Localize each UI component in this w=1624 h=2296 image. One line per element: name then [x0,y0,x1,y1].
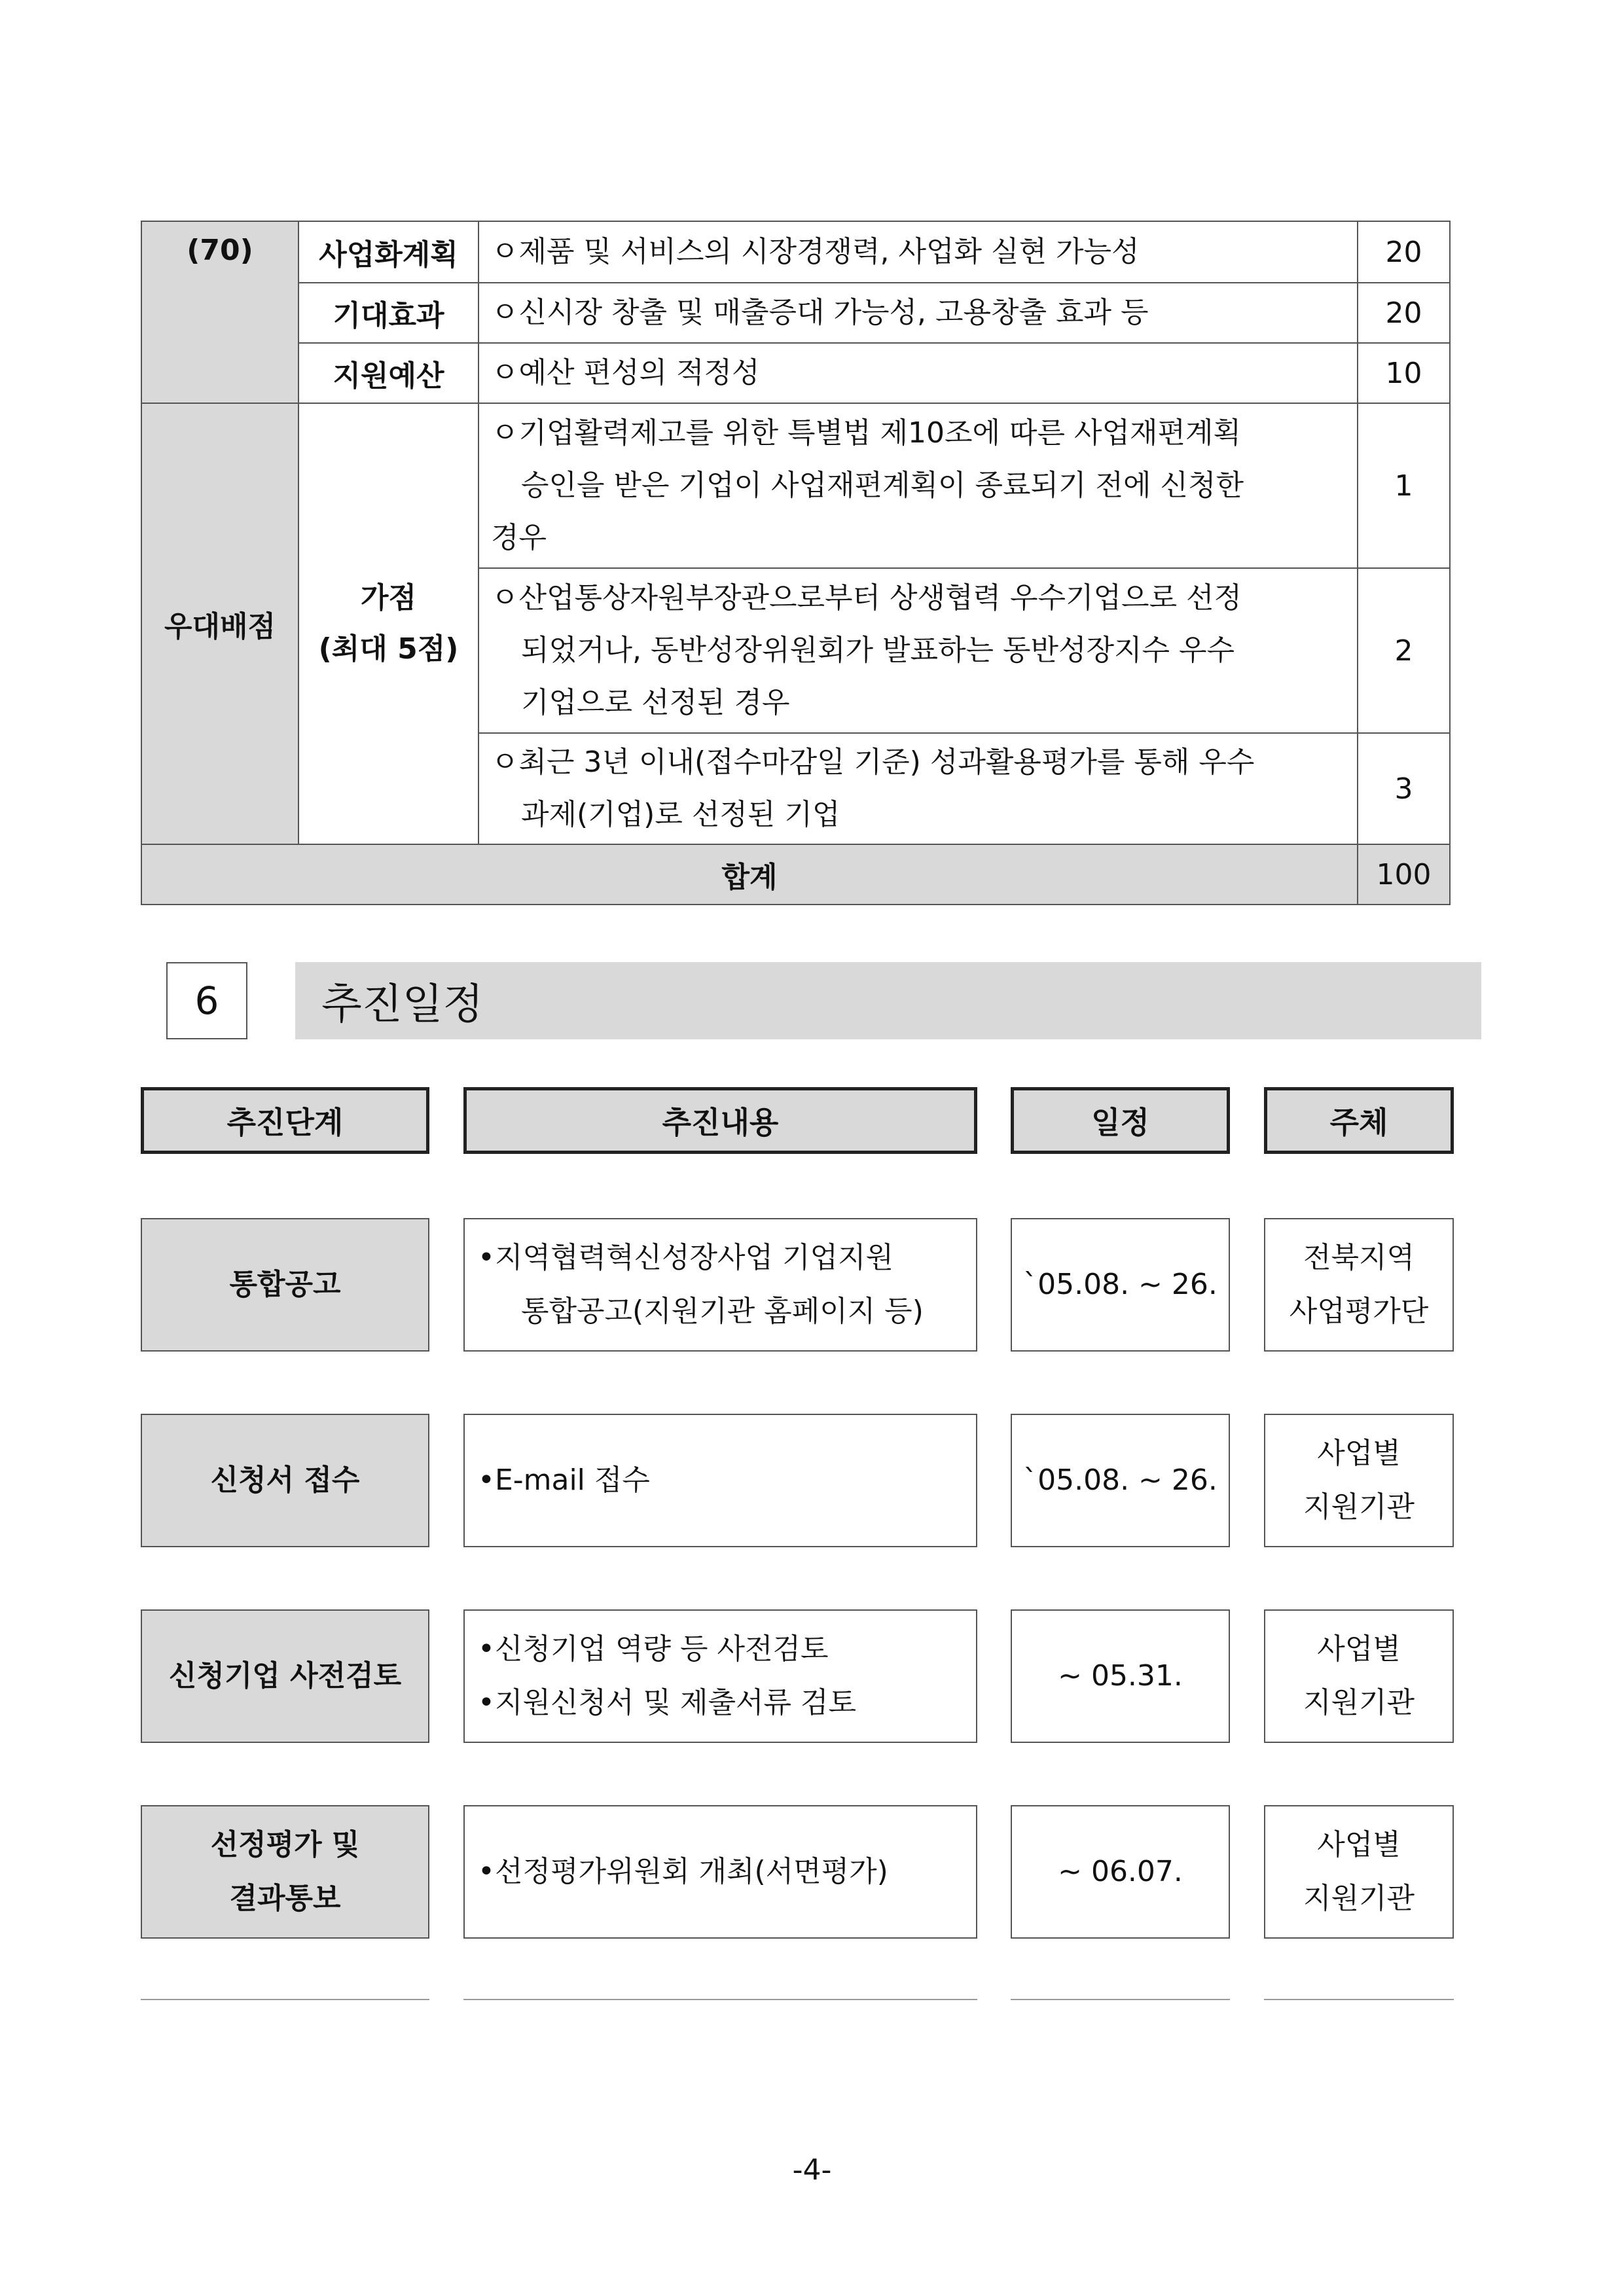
criterion-cell: 사업화계획 [298,221,478,283]
divider [1011,1999,1230,2000]
score-cell: 2 [1358,568,1450,733]
schedule-stage [141,1609,429,1743]
category-cell: 우대배점 [141,403,298,844]
score-cell: 3 [1358,733,1450,844]
score-cell: 1 [1358,403,1450,568]
detail-line: 승인을 받은 기업이 사업재편계획이 종료되기 전에 신청한 [521,469,1244,502]
criterion-cell [298,403,478,844]
schedule-content [463,1218,977,1352]
schedule-header-owner: 주체 [1264,1087,1454,1154]
stage-line: 신청기업 사전검토 [168,1659,402,1693]
schedule-stage [141,1414,429,1547]
owner-line: 지원기관 [1303,1686,1415,1719]
content-line: •지역협력혁신성장사업 기업지원 [478,1241,893,1274]
score-cell: 20 [1358,283,1450,343]
owner-line: 사업별 [1317,1437,1401,1470]
owner-line: 지원기관 [1303,1882,1415,1915]
table-row [141,283,1450,343]
detail-line: 되었거나, 동반성장위원회가 발표하는 동반성장지수 우수 [521,634,1235,667]
schedule-header-date: 일정 [1011,1087,1230,1154]
schedule-stage [141,1805,429,1939]
stage-line: 결과통보 [229,1882,341,1915]
content-line: •지원신청서 및 제출서류 검토 [478,1686,856,1719]
section-number: 6 [166,962,247,1039]
schedule-owner [1264,1609,1454,1743]
detail-cell: ㅇ제품 및 서비스의 시장경쟁력, 사업화 실현 가능성 [478,221,1358,283]
schedule-stage [141,1218,429,1352]
table-row [141,343,1450,403]
table-row [141,403,1450,568]
schedule-header-content: 추진내용 [463,1087,977,1154]
total-score: 100 [1358,844,1450,905]
category-cell: (70) [141,221,298,403]
divider [1264,1999,1454,2000]
criterion-cell: 기대효과 [298,283,478,343]
detail-line: ㅇ최근 3년 이내(접수마감일 기준) 성과활용평가를 통해 우수 [491,745,1255,779]
detail-cell [478,568,1358,733]
schedule-date: `05.08. ~ 26. [1011,1218,1230,1352]
schedule-owner [1264,1218,1454,1352]
schedule-header-stage: 추진단계 [141,1087,429,1154]
schedule-content [463,1414,977,1547]
schedule-date: ~ 05.31. [1011,1609,1230,1743]
stage-line: 신청서 접수 [210,1463,360,1497]
total-row [141,844,1450,905]
detail-cell [478,733,1358,844]
criterion-sublabel: (최대 5점) [318,632,459,666]
section-title: 추진일정 [295,962,1481,1039]
score-cell: 20 [1358,221,1450,283]
content-line: •신청기업 역량 등 사전검토 [478,1632,829,1666]
schedule-date: `05.08. ~ 26. [1011,1414,1230,1547]
schedule-content [463,1609,977,1743]
schedule-owner [1264,1805,1454,1939]
detail-line: 기업으로 선정된 경우 [521,686,790,719]
detail-cell [478,403,1358,568]
schedule-owner [1264,1414,1454,1547]
owner-line: 사업평가단 [1289,1295,1429,1328]
score-cell: 10 [1358,343,1450,403]
detail-line: ㅇ기업활력제고를 위한 특별법 제10조에 따른 사업재편계획 [491,416,1242,450]
content-line: •E-mail 접수 [478,1463,650,1497]
detail-line: ㅇ산업통상자원부장관으로부터 상생협력 우수기업으로 선정 [491,581,1242,615]
total-label: 합계 [141,844,1358,905]
page-number: -4- [792,2153,832,2187]
divider [463,1999,977,2000]
owner-line: 전북지역 [1303,1241,1415,1274]
schedule-date: ~ 06.07. [1011,1805,1230,1939]
detail-cell: ㅇ예산 편성의 적정성 [478,343,1358,403]
divider [141,1999,429,2000]
detail-cell: ㅇ신시장 창출 및 매출증대 가능성, 고용창출 효과 등 [478,283,1358,343]
evaluation-table [141,221,1451,905]
content-line: 통합공고(지원기관 홈페이지 등) [521,1295,924,1328]
detail-line: 경우 [491,521,547,554]
stage-line: 선정평가 및 [210,1828,360,1861]
content-line: •선정평가위원회 개최(서면평가) [478,1855,888,1888]
criterion-cell: 지원예산 [298,343,478,403]
owner-line: 사업별 [1317,1828,1401,1861]
criterion-label: 가점 [360,581,416,615]
table-row [141,221,1450,283]
owner-line: 지원기관 [1303,1490,1415,1524]
detail-line: 과제(기업)로 선정된 기업 [521,798,840,831]
schedule-content [463,1805,977,1939]
owner-line: 사업별 [1317,1632,1401,1666]
stage-line: 통합공고 [229,1268,341,1301]
